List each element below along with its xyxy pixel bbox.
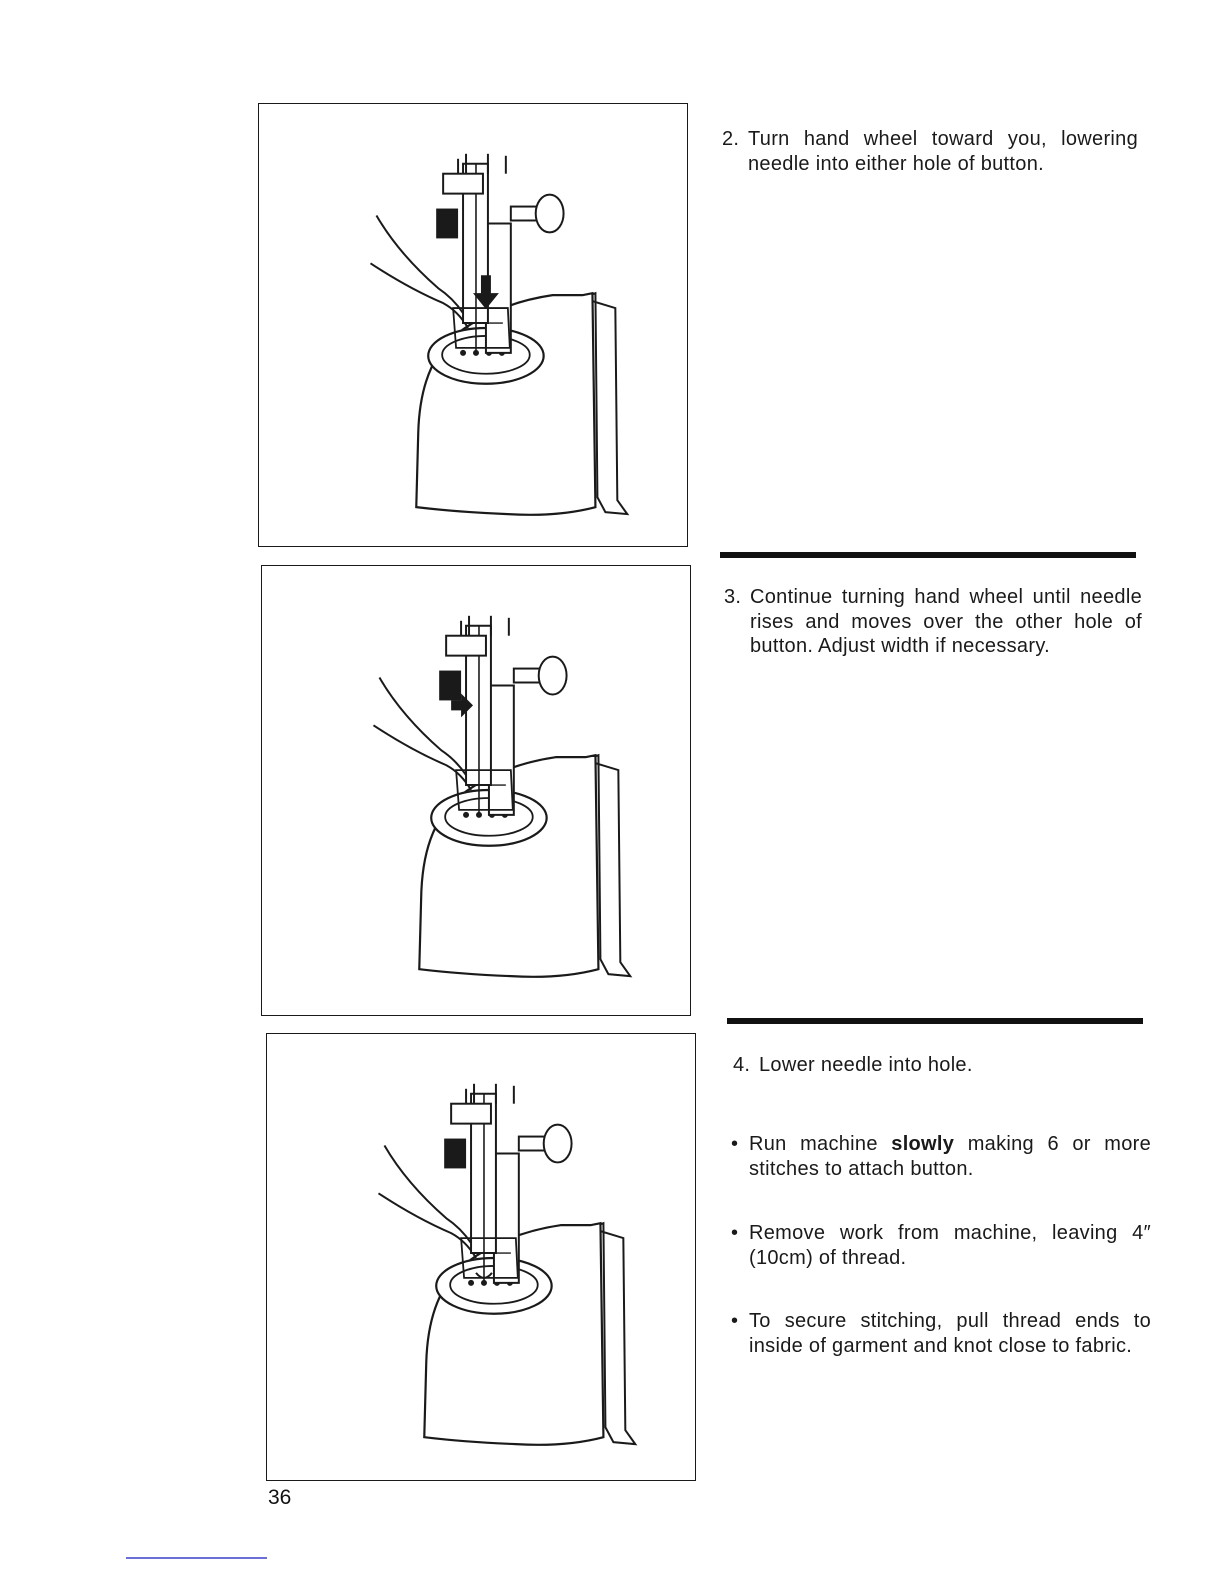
illustration-panel-step-4 — [266, 1033, 696, 1481]
footer-line — [126, 1557, 267, 1559]
sewing-button-illustration — [259, 104, 687, 546]
bullet-dot-icon: • — [731, 1310, 739, 1332]
step-text: Lower needle into hole. — [759, 1054, 973, 1076]
step-text: Continue turning hand wheel until needle rises and moves over the other hole of button. Adjust width if necessary. — [750, 586, 1142, 657]
page-number: 36 — [268, 1486, 292, 1509]
bullet-text — [731, 1132, 1151, 1182]
sewing-button-illustration — [267, 1034, 695, 1480]
bullet-text: To secure stitching, pull thread ends to inside of garment and knot close to fabric. — [749, 1310, 1151, 1357]
bullet-dot-icon: • — [731, 1133, 739, 1155]
bullet-item — [731, 1309, 1151, 1359]
illustration-panel-step-2 — [258, 103, 688, 547]
step-text: Turn hand wheel toward you, lowering needle into either hole of button. — [748, 128, 1138, 175]
step-2-instruction — [722, 127, 1138, 176]
section-divider — [727, 1018, 1143, 1024]
step-3-instruction — [724, 585, 1142, 659]
section-divider — [720, 552, 1136, 558]
illustration-panel-step-3 — [261, 565, 691, 1016]
sewing-button-illustration — [262, 566, 690, 1015]
bullet-item — [731, 1132, 1151, 1182]
bullet-text-part: making 6 or more stitches to attach button. — [749, 1133, 1151, 1180]
bullet-text-emphasis: slowly — [891, 1133, 955, 1155]
bullet-item — [731, 1221, 1151, 1271]
bullet-text: Remove work from machine, leaving 4″ (10cm) of thread. — [749, 1222, 1151, 1269]
step-4-instruction — [733, 1053, 1143, 1078]
step-number: 4. — [733, 1054, 751, 1076]
step-number: 3. — [724, 586, 742, 608]
bullet-text-part: Run machine — [749, 1133, 892, 1155]
bullet-dot-icon: • — [731, 1222, 739, 1244]
step-number: 2. — [722, 128, 740, 150]
